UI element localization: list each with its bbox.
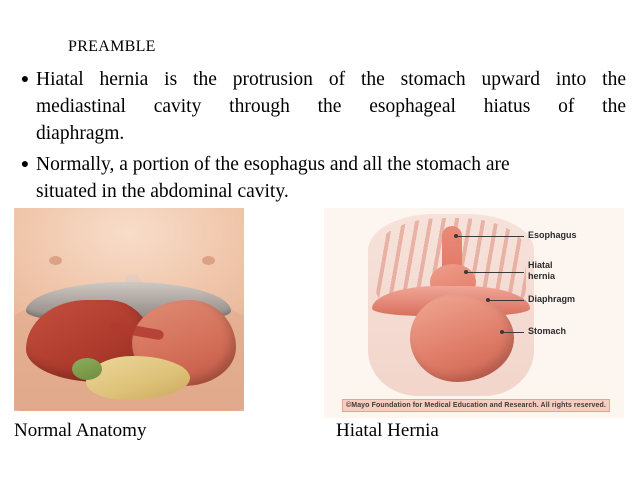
label-hernia: hernia <box>528 271 556 281</box>
bullet-line: mediastinal cavity through the esophageal hiatus of the <box>36 96 626 117</box>
bullet-marker-icon: ● <box>20 72 30 87</box>
normal-anatomy-image <box>14 208 244 411</box>
bullet-line: Normally, a portion of the esophagus and all the stomach are <box>36 154 510 175</box>
bullet-marker-icon: ● <box>20 157 30 172</box>
leader-dot <box>464 270 468 274</box>
leader-dot <box>454 234 458 238</box>
bullet-text <box>36 151 626 205</box>
gallbladder-shape <box>72 358 102 380</box>
bullet-line: situated in the abdominal cavity. <box>36 181 289 202</box>
label-esophagus: Esophagus <box>528 230 577 240</box>
label-diaphragm: Diaphragm <box>528 294 576 304</box>
page-title: PREAMBLE <box>68 38 156 55</box>
leader-line <box>488 300 524 301</box>
figure-row <box>14 208 624 418</box>
bullet-text <box>36 66 626 147</box>
image-credit: ©Mayo Foundation for Medical Education and Research. All rights reserved. <box>342 399 610 412</box>
leader-line <box>456 236 524 237</box>
anatomy-detail <box>49 256 62 265</box>
bullet-line: diaphragm. <box>36 123 125 144</box>
leader-line <box>466 272 524 273</box>
list-item <box>14 66 626 147</box>
label-hiatal: Hiatal <box>528 260 553 270</box>
anatomy-detail <box>202 256 215 265</box>
leader-dot <box>500 330 504 334</box>
caption-hiatal-hernia: Hiatal Hernia <box>336 420 439 441</box>
hiatal-hernia-image <box>324 208 624 418</box>
leader-dot <box>486 298 490 302</box>
caption-row <box>14 420 624 448</box>
caption-normal-anatomy: Normal Anatomy <box>14 420 147 441</box>
bullet-list <box>14 66 626 209</box>
list-item <box>14 151 626 205</box>
label-stomach: Stomach <box>528 326 567 336</box>
leader-line <box>502 332 524 333</box>
bullet-line: Hiatal hernia is the protrusion of the stomach upward into the <box>36 69 626 90</box>
